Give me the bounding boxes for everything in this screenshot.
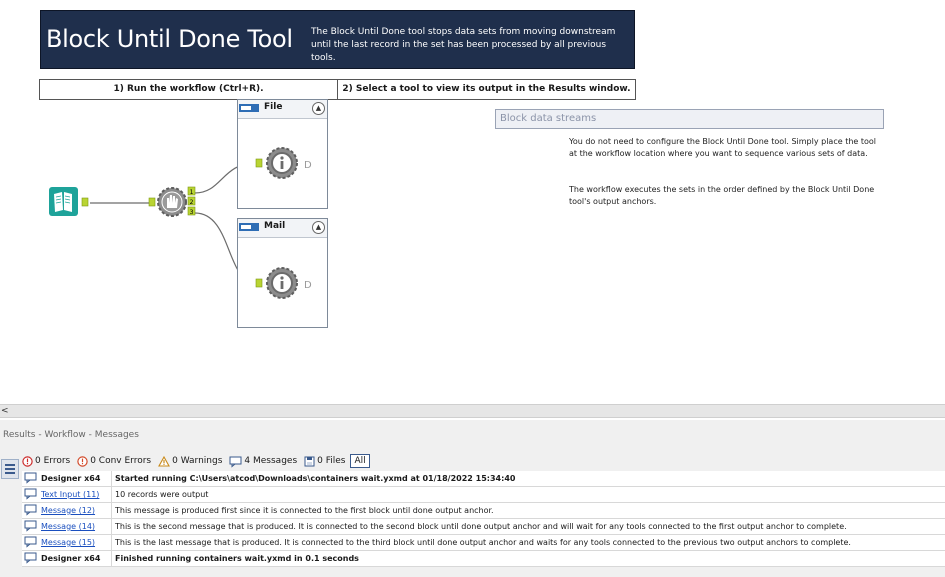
source-cell [39, 487, 112, 503]
filter-warnings[interactable] [158, 456, 222, 467]
browse-output-label: D [304, 280, 312, 291]
anchor-label-3: 3 [189, 209, 194, 216]
source-cell [39, 503, 112, 519]
results-filter-bar [22, 452, 377, 470]
message-icon [22, 487, 39, 503]
list-view-toggle[interactable] [1, 459, 19, 479]
filter-errors[interactable] [22, 456, 70, 467]
container-mail-header[interactable] [238, 219, 327, 238]
comment-paragraph-1: You do not need to configure the Block Until Done tool. Simply place the tool at the workflow location where you want to sequence various sets of data. [569, 137, 877, 158]
comment-paragraph-2: The workflow executes the sets in the order defined by the Block Until Done tool's output anchors. [569, 185, 875, 206]
chevron-up-icon[interactable]: ▲ [312, 102, 325, 115]
table-row[interactable] [22, 519, 945, 535]
filter-conv-errors-label: 0 Conv Errors [90, 456, 152, 466]
filter-files-label: 0 Files [317, 456, 346, 466]
file-icon [304, 456, 315, 467]
source-cell [39, 551, 112, 567]
output-anchor [82, 198, 88, 206]
message-cell: Finished running containers wait.yxmd in 0.1 seconds [112, 551, 945, 567]
table-row[interactable] [22, 487, 945, 503]
source-label: Designer x64 [41, 474, 101, 483]
input-anchor [149, 198, 155, 206]
anchor-label-2: 2 [189, 199, 194, 206]
message-icon [22, 551, 39, 567]
message-cell: Started running C:\Users\atcod\Downloads\containers wait.yxmd at 01/18/2022 15:34:40 [112, 471, 945, 487]
filter-messages-label: 4 Messages [244, 456, 298, 466]
browse-output-label: D [304, 160, 312, 171]
chevron-up-icon[interactable]: ▲ [312, 221, 325, 234]
message-icon [22, 535, 39, 551]
results-table [22, 471, 945, 567]
filter-conv-errors[interactable] [77, 456, 151, 467]
results-panel [0, 420, 945, 577]
table-row[interactable] [22, 471, 945, 487]
message-cell: 10 records were output [112, 487, 945, 503]
container-icon [239, 223, 259, 231]
tool-banner [40, 10, 635, 69]
step-1-box: 1) Run the workflow (Ctrl+R). [39, 79, 338, 100]
message-tool-mail[interactable] [254, 267, 310, 301]
container-icon [239, 104, 259, 112]
results-title: Results - Workflow - Messages [3, 430, 139, 440]
input-anchor [256, 279, 262, 287]
error-icon [22, 456, 33, 467]
banner-description: The Block Until Done tool stops data sets from moving downstream until the last record in the set has been processed by all previous tools. [311, 27, 616, 63]
filter-all[interactable]: All [350, 454, 369, 468]
container-mail-title: Mail [264, 221, 286, 231]
message-cell: This message is produced first since it is connected to the first block until done output anchor. [112, 503, 945, 519]
comment-header: Block data streams [495, 109, 884, 129]
message-icon [22, 471, 39, 487]
filter-messages[interactable] [229, 456, 297, 467]
message-cell: This is the last message that is produced. It is connected to the third block until done output anchor and waits for any tools connected to the previous two output anchors to complete. [112, 535, 945, 551]
tool-link[interactable]: Text Input (11) [41, 490, 100, 499]
filter-warnings-label: 0 Warnings [172, 456, 223, 466]
input-anchor [256, 159, 262, 167]
warning-icon [158, 456, 170, 467]
banner-title: Block Until Done Tool [46, 25, 293, 53]
container-file-title: File [264, 102, 283, 112]
text-input-tool[interactable] [48, 186, 92, 218]
book-icon [49, 187, 78, 216]
canvas-horizontal-scrollbar[interactable] [0, 404, 945, 418]
block-until-done-tool[interactable] [148, 184, 198, 220]
message-icon [22, 503, 39, 519]
source-cell [39, 471, 112, 487]
source-cell [39, 535, 112, 551]
table-row[interactable] [22, 503, 945, 519]
tool-link[interactable]: Message (15) [41, 538, 96, 547]
table-row[interactable] [22, 551, 945, 567]
chevron-left-icon[interactable]: < [1, 406, 9, 416]
table-row[interactable] [22, 535, 945, 551]
message-cell: This is the second message that is produced. It is connected to the second block until done output anchor and will wait for any tools connected to the first output anchor to complete. [112, 519, 945, 535]
message-tool-file[interactable] [254, 147, 310, 181]
anchor-label-1: 1 [189, 189, 194, 196]
source-cell [39, 519, 112, 535]
filter-files[interactable] [304, 456, 345, 467]
filter-errors-label: 0 Errors [35, 456, 71, 466]
message-icon [22, 519, 39, 535]
tool-link[interactable]: Message (12) [41, 506, 96, 515]
container-file-header[interactable] [238, 100, 327, 119]
tool-link[interactable]: Message (14) [41, 522, 96, 531]
source-label: Designer x64 [41, 554, 101, 563]
message-icon [229, 456, 242, 467]
list-icon [2, 460, 18, 478]
step-2-box: 2) Select a tool to view its output in the Results window. [337, 79, 636, 100]
conv-error-icon [77, 456, 88, 467]
